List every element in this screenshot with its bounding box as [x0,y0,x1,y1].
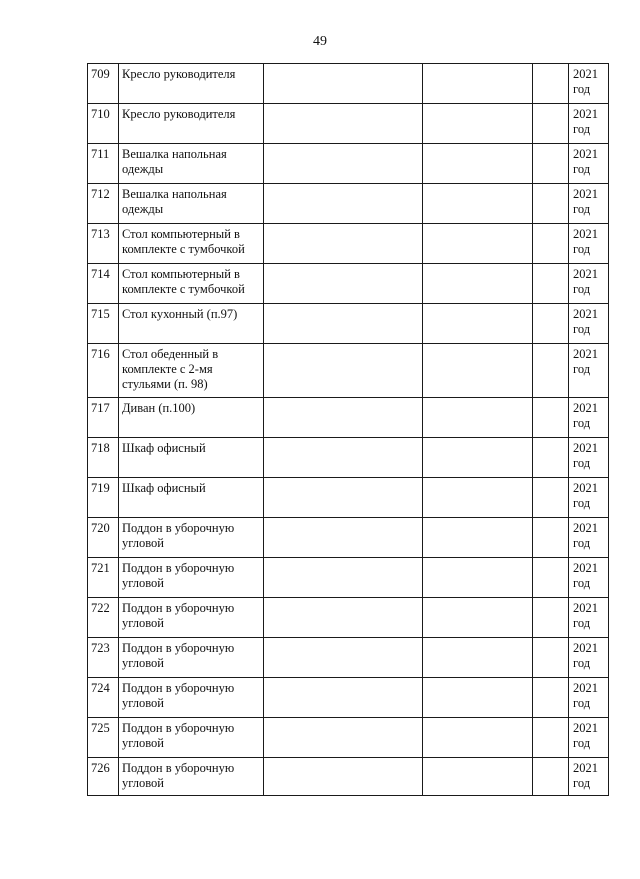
item-name: Стол компьютерный в комплекте с тумбочкой [119,224,264,264]
empty-cell [264,438,423,478]
table-row [88,264,609,304]
table-row [88,478,609,518]
table-row [88,678,609,718]
empty-cell [264,558,423,598]
item-name: Стол кухонный (п.97) [119,304,264,344]
table-row [88,64,609,104]
empty-cell [423,304,533,344]
row-number: 721 [88,558,119,598]
empty-cell [533,398,569,438]
empty-cell [264,264,423,304]
row-number: 720 [88,518,119,558]
year-cell: 2021 год [569,224,609,264]
empty-cell [533,518,569,558]
item-name: Стол обеденный в комплекте с 2-мя стульями (п. 98) [119,344,264,398]
table-row [88,184,609,224]
item-name: Поддон в уборочную угловой [119,558,264,598]
row-number: 717 [88,398,119,438]
empty-cell [423,264,533,304]
table-row [88,398,609,438]
row-number: 719 [88,478,119,518]
empty-cell [533,678,569,718]
year-cell: 2021 год [569,304,609,344]
year-cell: 2021 год [569,638,609,678]
row-number: 714 [88,264,119,304]
empty-cell [533,64,569,104]
item-name: Шкаф офисный [119,438,264,478]
empty-cell [533,264,569,304]
item-name: Поддон в уборочную угловой [119,678,264,718]
year-cell: 2021 год [569,438,609,478]
row-number: 724 [88,678,119,718]
year-cell: 2021 год [569,598,609,638]
row-number: 718 [88,438,119,478]
inventory-table [87,63,609,796]
table-row [88,598,609,638]
empty-cell [264,144,423,184]
empty-cell [533,598,569,638]
empty-cell [264,304,423,344]
table-row [88,558,609,598]
empty-cell [423,678,533,718]
item-name: Кресло руководителя [119,104,264,144]
empty-cell [264,478,423,518]
table-row [88,344,609,398]
item-name: Поддон в уборочную угловой [119,598,264,638]
table-row [88,518,609,558]
table-row [88,438,609,478]
table-row [88,224,609,264]
empty-cell [533,758,569,796]
empty-cell [264,718,423,758]
empty-cell [533,638,569,678]
page-number: 49 [313,34,327,49]
empty-cell [264,224,423,264]
table-row [88,304,609,344]
year-cell: 2021 год [569,518,609,558]
empty-cell [264,344,423,398]
item-name: Поддон в уборочную угловой [119,518,264,558]
empty-cell [423,184,533,224]
empty-cell [423,344,533,398]
year-cell: 2021 год [569,478,609,518]
table-row [88,758,609,796]
row-number: 711 [88,144,119,184]
item-name: Вешалка напольная одежды [119,184,264,224]
row-number: 709 [88,64,119,104]
empty-cell [264,104,423,144]
empty-cell [264,184,423,224]
row-number: 725 [88,718,119,758]
year-cell: 2021 год [569,758,609,796]
empty-cell [423,718,533,758]
empty-cell [423,398,533,438]
row-number: 722 [88,598,119,638]
empty-cell [533,438,569,478]
empty-cell [533,184,569,224]
empty-cell [533,304,569,344]
year-cell: 2021 год [569,184,609,224]
row-number: 716 [88,344,119,398]
row-number: 723 [88,638,119,678]
item-name: Стол компьютерный в комплекте с тумбочкой [119,264,264,304]
year-cell: 2021 год [569,558,609,598]
empty-cell [423,598,533,638]
empty-cell [423,64,533,104]
row-number: 713 [88,224,119,264]
item-name: Поддон в уборочную угловой [119,718,264,758]
table-body [88,64,609,796]
empty-cell [264,638,423,678]
empty-cell [533,224,569,264]
row-number: 712 [88,184,119,224]
empty-cell [533,344,569,398]
item-name: Поддон в уборочную угловой [119,758,264,796]
empty-cell [423,558,533,598]
empty-cell [264,598,423,638]
item-name: Кресло руководителя [119,64,264,104]
empty-cell [264,518,423,558]
empty-cell [533,144,569,184]
year-cell: 2021 год [569,718,609,758]
item-name: Вешалка напольная одежды [119,144,264,184]
table-row [88,104,609,144]
row-number: 715 [88,304,119,344]
year-cell: 2021 год [569,678,609,718]
empty-cell [264,398,423,438]
year-cell: 2021 год [569,344,609,398]
item-name: Шкаф офисный [119,478,264,518]
empty-cell [423,224,533,264]
item-name: Диван (п.100) [119,398,264,438]
empty-cell [423,144,533,184]
empty-cell [264,678,423,718]
table-row [88,638,609,678]
row-number: 710 [88,104,119,144]
table-row [88,718,609,758]
empty-cell [533,558,569,598]
empty-cell [533,104,569,144]
empty-cell [423,478,533,518]
year-cell: 2021 год [569,398,609,438]
year-cell: 2021 год [569,64,609,104]
year-cell: 2021 год [569,104,609,144]
empty-cell [423,638,533,678]
empty-cell [423,758,533,796]
empty-cell [423,518,533,558]
empty-cell [264,64,423,104]
empty-cell [264,758,423,796]
empty-cell [533,478,569,518]
empty-cell [533,718,569,758]
row-number: 726 [88,758,119,796]
empty-cell [423,104,533,144]
year-cell: 2021 год [569,144,609,184]
empty-cell [423,438,533,478]
year-cell: 2021 год [569,264,609,304]
table-row [88,144,609,184]
item-name: Поддон в уборочную угловой [119,638,264,678]
